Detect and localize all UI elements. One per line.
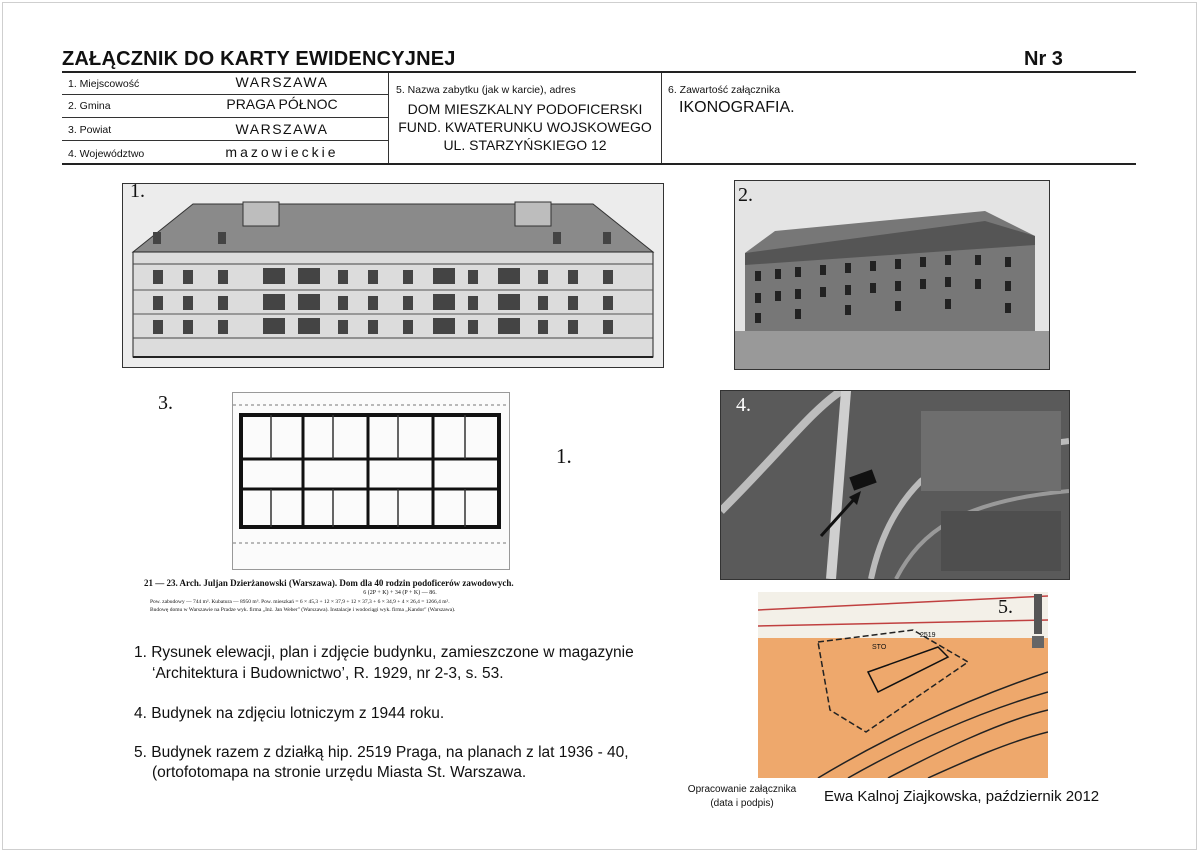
caption-4: 4. Budynek na zdjęciu lotniczym z 1944 roku. [134, 705, 445, 722]
row-divider [62, 140, 388, 141]
field-label-zawartosc: 6. Zawartość załącznika [668, 84, 781, 96]
field-value-powiat: WARSZAWA [235, 121, 329, 137]
field-label-nazwa: 5. Nazwa zabytku (jak w karcie), adres [396, 84, 576, 96]
cadastral-map [758, 592, 1048, 778]
caption-1-line-1: 1. Rysunek elewacji, plan i zdjęcie budynku, zamieszczone w magazynie [134, 644, 634, 661]
building-photograph [734, 180, 1050, 370]
floor-plan [232, 392, 510, 570]
prepared-by-label: Opracowanie załącznika [687, 784, 797, 795]
form-bottom-rule [62, 163, 1136, 165]
plan-caption-line-4: Budowę domu w Warszawie na Pradze wyk. firma „Inż. Jan Weber" (Warszawa). Instalacje i wodociągi wyk. firma „Kandor" (Warszawa). [150, 607, 456, 613]
elevation-drawing [122, 183, 664, 368]
map-label-sto: STO [872, 644, 887, 651]
header-rule [62, 71, 1136, 73]
field-value-nazwa-line2: FUND. KWATERUNKU WOJSKOWEGO [398, 119, 652, 135]
caption-1-line-2: ‘Architektura i Budownictwo’, R. 1929, nr 2-3, s. 53. [152, 665, 504, 682]
plan-caption-line-3: Pow. zabudowy — 744 m². Kubatura — 8950 m³. Pow. mieszkań = 6 × 45,3 + 12 × 37,9 + 12 × 37,3 + 6 × 34,9 + 4 × 26,4 = 1266,4 m². [150, 599, 450, 605]
field-value-nazwa-line1: DOM MIESZKALNY PODOFICERSKI [407, 101, 643, 117]
figure-number-2: 2. [738, 184, 753, 206]
page-title: ZAŁĄCZNIK DO KARTY EWIDENCYJNEJ [62, 48, 456, 70]
field-value-nazwa-line3: UL. STARZYŃSKIEGO 12 [443, 137, 607, 153]
field-value-gmina: PRAGA PÓŁNOC [226, 96, 338, 112]
plan-side-label: 1. [556, 444, 572, 468]
prepared-by-sublabel: (data i podpis) [710, 798, 774, 809]
attachment-number: Nr 3 [1024, 48, 1063, 70]
field-label-powiat: 3. Powiat [68, 124, 112, 136]
figure-number-5: 5. [998, 596, 1013, 618]
figure-number-1: 1. [130, 180, 145, 202]
figure-number-3: 3. [158, 392, 173, 414]
building-photo-svg [735, 181, 1049, 369]
map-label-parcel: 2519 [920, 632, 936, 639]
field-value-wojewodztwo: mazowieckie [225, 144, 339, 160]
field-value-zawartosc: IKONOGRAFIA. [679, 99, 795, 116]
elevation-drawing-svg [123, 184, 663, 367]
prepared-by-author: Ewa Kalnoj Ziajkowska, październik 2012 [824, 788, 1100, 805]
column-divider [661, 73, 662, 163]
cadastral-map-svg [758, 592, 1048, 778]
caption-5-line-1: 5. Budynek razem z działką hip. 2519 Praga, na planach z lat 1936 - 40, [134, 744, 629, 761]
column-divider [388, 73, 389, 163]
aerial-photograph [720, 390, 1070, 580]
field-label-wojewodztwo: 4. Województwo [68, 148, 145, 160]
aerial-photo-svg [721, 391, 1069, 579]
row-divider [62, 117, 388, 118]
field-value-miejscowosc: WARSZAWA [235, 74, 329, 90]
field-label-gmina: 2. Gmina [68, 100, 111, 112]
plan-caption-line-1: 21 — 23. Arch. Juljan Dzierżanowski (Warszawa). Dom dla 40 rodzin podoficerów zawodowych. [144, 578, 514, 588]
row-divider [62, 94, 388, 95]
figure-number-4: 4. [736, 394, 751, 416]
plan-caption-line-2: 6 (2P + K) + 34 (P + K) — 86. [363, 590, 437, 596]
field-label-miejscowosc: 1. Miejscowość [68, 78, 140, 90]
caption-5-line-2: (ortofotomapa na stronie urzędu Miasta St. Warszawa. [152, 764, 527, 781]
floor-plan-svg [233, 393, 509, 569]
